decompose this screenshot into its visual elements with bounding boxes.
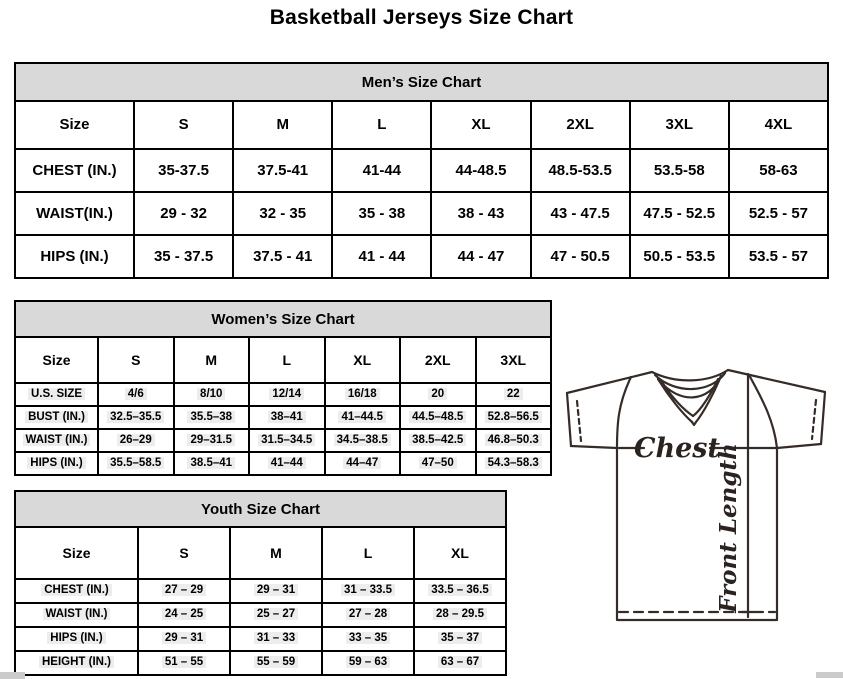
women-column-header xyxy=(15,337,98,383)
women-row-label xyxy=(15,452,98,475)
men-cell-value-text: 48.5-53.5 xyxy=(548,161,612,179)
women-cell-value xyxy=(174,383,250,406)
women-cell-value xyxy=(249,406,325,429)
women-column-header-text: XL xyxy=(353,351,372,368)
women-table-row xyxy=(15,383,551,406)
women-row-label-text: WAIST (IN.) xyxy=(23,434,91,446)
women-cell-value xyxy=(174,452,250,475)
women-cell-value xyxy=(476,452,552,475)
youth-cell-value-text: 51 – 55 xyxy=(162,656,206,668)
women-cell-value xyxy=(98,429,174,452)
men-cell-value-text: 41 - 44 xyxy=(358,247,406,265)
men-cell-value xyxy=(134,149,233,192)
women-cell-value-text: 29–31.5 xyxy=(187,434,235,446)
youth-cell-value xyxy=(322,627,414,651)
youth-size-table-grid xyxy=(14,526,507,676)
chest-label: Chest xyxy=(634,433,720,464)
youth-cell-value xyxy=(414,579,506,603)
women-cell-value xyxy=(325,383,401,406)
men-column-header xyxy=(729,101,828,149)
men-table-row xyxy=(15,149,828,192)
youth-column-header xyxy=(138,527,230,579)
women-cell-value xyxy=(174,429,250,452)
women-cell-value-text: 4/6 xyxy=(125,388,147,400)
men-column-header xyxy=(630,101,729,149)
women-row-label xyxy=(15,383,98,406)
men-cell-value-text: 58-63 xyxy=(759,161,798,179)
youth-row-label xyxy=(15,627,138,651)
youth-cell-value xyxy=(414,603,506,627)
page-title: Basketball Jerseys Size Chart xyxy=(269,6,574,29)
youth-column-header xyxy=(15,527,138,579)
men-cell-value-text: 47.5 - 52.5 xyxy=(643,204,716,222)
youth-row-label-text: WAIST (IN.) xyxy=(43,608,111,620)
men-column-header-text: 4XL xyxy=(764,116,793,134)
youth-cell-value-text: 31 – 33.5 xyxy=(341,584,395,596)
jersey-measurement-diagram xyxy=(558,360,840,632)
women-column-header xyxy=(476,337,552,383)
men-cell-value-text: 53.5-58 xyxy=(653,161,705,179)
jersey-outline xyxy=(652,370,728,380)
youth-column-header xyxy=(322,527,414,579)
women-column-header-text: 2XL xyxy=(424,351,451,368)
women-cell-value-text: 41–44.5 xyxy=(338,411,386,423)
women-cell-value xyxy=(249,429,325,452)
women-cell-value-text: 12/14 xyxy=(269,388,304,400)
horizontal-scrollbar-fragment-right[interactable] xyxy=(816,672,843,678)
men-cell-value-text: 50.5 - 53.5 xyxy=(643,247,716,265)
men-cell-value xyxy=(332,192,431,235)
men-column-header-text: 2XL xyxy=(566,116,594,134)
men-cell-value xyxy=(332,235,431,278)
youth-column-header-text: M xyxy=(270,544,282,561)
men-cell-value-text: 53.5 - 57 xyxy=(748,247,809,265)
women-row-label xyxy=(15,429,98,452)
men-column-header xyxy=(332,101,431,149)
women-cell-value xyxy=(400,383,476,406)
mens-size-table xyxy=(14,62,829,279)
mens-size-table-grid xyxy=(14,100,829,279)
men-cell-value xyxy=(630,235,729,278)
women-table-row xyxy=(15,406,551,429)
men-cell-value-text: 37.5 - 41 xyxy=(253,247,313,265)
men-column-header xyxy=(15,101,134,149)
men-cell-value xyxy=(630,149,729,192)
women-row-label-text: BUST (IN.) xyxy=(25,411,88,423)
women-column-header xyxy=(98,337,174,383)
youth-column-header-text: Size xyxy=(62,544,91,561)
women-cell-value-text: 34.5–38.5 xyxy=(334,434,391,446)
youth-cell-value xyxy=(230,603,322,627)
youth-cell-value xyxy=(322,651,414,675)
women-column-header xyxy=(249,337,325,383)
men-cell-value-text: 35 - 37.5 xyxy=(153,247,214,265)
jersey-body xyxy=(617,448,777,620)
womens-size-table xyxy=(14,300,552,476)
women-cell-value-text: 20 xyxy=(428,388,447,400)
youth-cell-value-text: 55 – 59 xyxy=(254,656,298,668)
men-column-header-text: L xyxy=(377,116,387,134)
men-table-row xyxy=(15,235,828,278)
women-row-label-text: HIPS (IN.) xyxy=(27,457,85,469)
youth-row-label xyxy=(15,651,138,675)
youth-cell-value-text: 27 – 28 xyxy=(346,608,390,620)
youth-cell-value-text: 59 – 63 xyxy=(346,656,390,668)
youth-cell-value xyxy=(138,651,230,675)
women-cell-value xyxy=(400,452,476,475)
womens-size-table-title: Women’s Size Chart xyxy=(14,300,552,336)
youth-cell-value xyxy=(414,627,506,651)
men-row-label xyxy=(15,149,134,192)
youth-cell-value xyxy=(230,579,322,603)
women-cell-value-text: 38.5–42.5 xyxy=(409,434,466,446)
men-column-header-text: Size xyxy=(59,116,90,134)
women-cell-value-text: 44.5–48.5 xyxy=(409,411,466,423)
youth-table-row xyxy=(15,651,506,675)
horizontal-scrollbar-fragment-left[interactable] xyxy=(0,672,25,679)
men-cell-value-text: 38 - 43 xyxy=(457,204,505,222)
youth-table-row xyxy=(15,627,506,651)
men-column-header-text: M xyxy=(276,116,289,134)
women-cell-value xyxy=(325,406,401,429)
men-column-header xyxy=(233,101,332,149)
youth-cell-value xyxy=(230,627,322,651)
youth-cell-value-text: 33.5 – 36.5 xyxy=(428,584,492,596)
women-cell-value xyxy=(174,406,250,429)
women-cell-value xyxy=(98,383,174,406)
women-column-header-text: L xyxy=(282,351,292,368)
men-cell-value xyxy=(233,149,332,192)
left-cuff-stitch-line xyxy=(577,401,581,441)
youth-cell-value xyxy=(322,603,414,627)
right-cuff-stitch-line xyxy=(812,400,816,439)
women-cell-value xyxy=(249,383,325,406)
men-cell-value xyxy=(531,235,630,278)
youth-column-header-row xyxy=(15,527,506,579)
women-cell-value xyxy=(98,452,174,475)
men-column-header-text: 3XL xyxy=(665,116,694,134)
men-cell-value-text: 37.5-41 xyxy=(257,161,309,179)
men-cell-value-text: 41-44 xyxy=(362,161,402,179)
youth-column-header-text: S xyxy=(179,544,189,561)
men-cell-value xyxy=(729,192,828,235)
men-row-label xyxy=(15,235,134,278)
women-cell-value-text: 47–50 xyxy=(419,457,457,469)
women-cell-value-text: 31.5–34.5 xyxy=(258,434,315,446)
youth-column-header-text: L xyxy=(363,544,373,561)
men-cell-value xyxy=(233,235,332,278)
men-cell-value-text: 29 - 32 xyxy=(160,204,207,222)
men-column-header xyxy=(134,101,233,149)
women-row-label xyxy=(15,406,98,429)
women-row-label-text: U.S. SIZE xyxy=(28,388,85,400)
youth-row-label-text: HIPS (IN.) xyxy=(47,632,105,644)
youth-row-label-text: HEIGHT (IN.) xyxy=(39,656,114,668)
youth-cell-value xyxy=(322,579,414,603)
youth-column-header-text: XL xyxy=(451,544,469,561)
women-cell-value xyxy=(476,406,552,429)
women-cell-value-text: 26–29 xyxy=(117,434,155,446)
men-cell-value xyxy=(332,149,431,192)
men-cell-value xyxy=(134,235,233,278)
women-cell-value-text: 8/10 xyxy=(197,388,225,400)
women-cell-value-text: 38.5–41 xyxy=(187,457,235,469)
women-column-header xyxy=(174,337,250,383)
men-cell-value-text: 35 - 38 xyxy=(358,204,406,222)
men-cell-value xyxy=(233,192,332,235)
women-cell-value-text: 54.3–58.3 xyxy=(485,457,542,469)
men-row-label xyxy=(15,192,134,235)
women-column-header-row xyxy=(15,337,551,383)
front-length-label: Front Length xyxy=(715,443,742,613)
youth-size-table-title: Youth Size Chart xyxy=(14,490,507,526)
men-column-header-text: S xyxy=(178,116,189,134)
women-column-header-text: S xyxy=(131,351,141,368)
women-cell-value-text: 22 xyxy=(504,388,523,400)
youth-cell-value-text: 24 – 25 xyxy=(162,608,206,620)
men-row-label-text: WAIST(IN.) xyxy=(36,204,113,222)
women-cell-value xyxy=(400,429,476,452)
women-column-header-text: M xyxy=(205,351,218,368)
youth-cell-value-text: 31 – 33 xyxy=(254,632,298,644)
men-cell-value xyxy=(729,235,828,278)
youth-cell-value-text: 27 – 29 xyxy=(162,584,206,596)
men-cell-value xyxy=(431,235,530,278)
men-cell-value xyxy=(431,149,530,192)
youth-cell-value-text: 25 – 27 xyxy=(254,608,298,620)
men-cell-value xyxy=(134,192,233,235)
youth-row-label-text: CHEST (IN.) xyxy=(41,584,112,596)
youth-cell-value xyxy=(230,651,322,675)
women-cell-value xyxy=(325,429,401,452)
youth-cell-value-text: 29 – 31 xyxy=(162,632,206,644)
women-cell-value-text: 35.5–38 xyxy=(187,411,235,423)
men-column-header xyxy=(531,101,630,149)
youth-row-label xyxy=(15,603,138,627)
youth-table-row xyxy=(15,603,506,627)
men-column-header xyxy=(431,101,530,149)
jersey-diagram-svg xyxy=(558,360,840,632)
men-cell-value-text: 47 - 50.5 xyxy=(550,247,610,265)
men-cell-value xyxy=(630,192,729,235)
men-cell-value-text: 52.5 - 57 xyxy=(748,204,809,222)
men-cell-value-text: 32 - 35 xyxy=(259,204,307,222)
women-cell-value-text: 52.8–56.5 xyxy=(485,411,542,423)
women-cell-value-text: 32.5–35.5 xyxy=(107,411,164,423)
women-cell-value-text: 16/18 xyxy=(345,388,380,400)
women-column-header xyxy=(400,337,476,383)
men-column-header-text: XL xyxy=(471,116,491,134)
men-table-row xyxy=(15,192,828,235)
women-cell-value-text: 44–47 xyxy=(343,457,381,469)
women-cell-value xyxy=(249,452,325,475)
women-cell-value xyxy=(476,429,552,452)
women-cell-value-text: 35.5–58.5 xyxy=(107,457,164,469)
women-table-row xyxy=(15,429,551,452)
men-cell-value xyxy=(431,192,530,235)
women-cell-value-text: 46.8–50.3 xyxy=(485,434,542,446)
youth-cell-value-text: 33 – 35 xyxy=(346,632,390,644)
women-column-header xyxy=(325,337,401,383)
women-cell-value xyxy=(400,406,476,429)
women-cell-value-text: 41–44 xyxy=(268,457,306,469)
women-cell-value xyxy=(476,383,552,406)
men-column-header-row xyxy=(15,101,828,149)
youth-cell-value xyxy=(138,627,230,651)
men-cell-value xyxy=(531,149,630,192)
men-cell-value xyxy=(729,149,828,192)
men-cell-value-text: 43 - 47.5 xyxy=(550,204,610,222)
youth-row-label xyxy=(15,579,138,603)
youth-table-row xyxy=(15,579,506,603)
youth-cell-value-text: 35 – 37 xyxy=(438,632,482,644)
youth-cell-value-text: 28 – 29.5 xyxy=(433,608,487,620)
women-table-row xyxy=(15,452,551,475)
women-cell-value xyxy=(325,452,401,475)
men-cell-value-text: 44-48.5 xyxy=(455,161,507,179)
men-row-label-text: CHEST (IN.) xyxy=(32,161,117,179)
youth-column-header xyxy=(414,527,506,579)
men-cell-value-text: 35-37.5 xyxy=(158,161,209,179)
women-column-header-text: 3XL xyxy=(500,351,527,368)
youth-cell-value xyxy=(138,579,230,603)
youth-cell-value-text: 63 – 67 xyxy=(438,656,482,668)
men-row-label-text: HIPS (IN.) xyxy=(40,247,109,265)
youth-cell-value xyxy=(414,651,506,675)
youth-cell-value xyxy=(138,603,230,627)
men-cell-value xyxy=(531,192,630,235)
youth-size-table xyxy=(14,490,507,676)
women-cell-value xyxy=(98,406,174,429)
youth-column-header xyxy=(230,527,322,579)
women-column-header-text: Size xyxy=(42,351,71,368)
youth-cell-value-text: 29 – 31 xyxy=(254,584,298,596)
men-cell-value-text: 44 - 47 xyxy=(457,247,505,265)
womens-size-table-grid xyxy=(14,336,552,476)
mens-size-table-title: Men’s Size Chart xyxy=(14,62,829,100)
women-cell-value-text: 38–41 xyxy=(268,411,306,423)
